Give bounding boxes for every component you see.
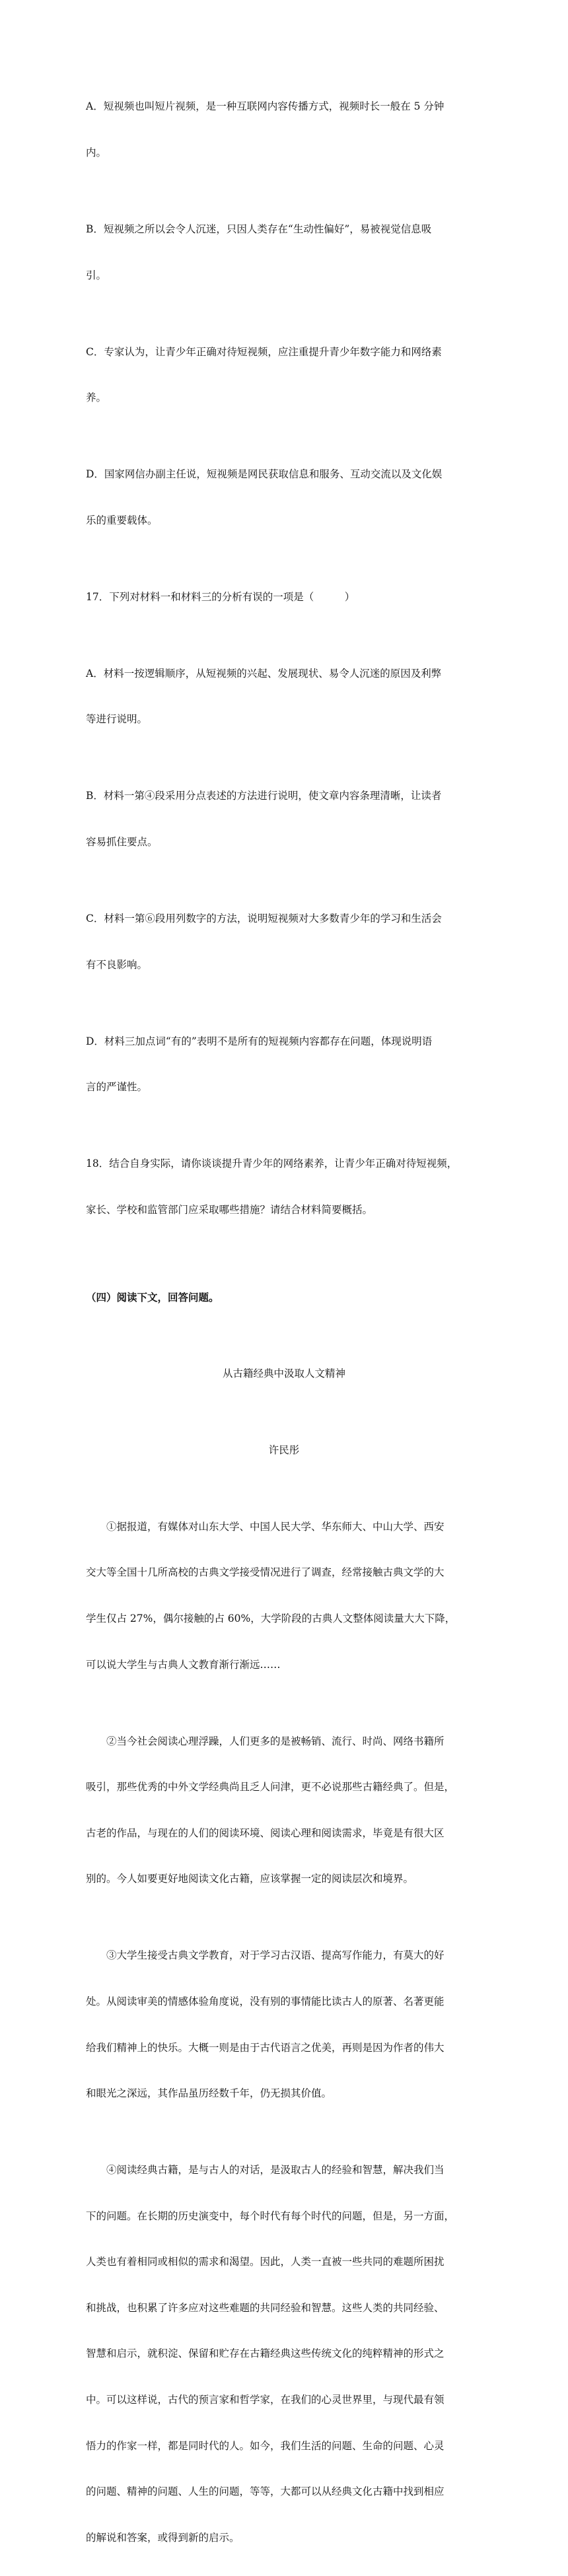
q17-option-a: [86, 635, 482, 758]
q17-option-b-line2: 容易抓住要点。: [86, 835, 158, 848]
q16-option-c: [86, 314, 482, 436]
q16-option-c-line2: 养。: [86, 392, 107, 404]
article-paragraph-3: [86, 1918, 482, 2132]
q16-option-a-line1: A．短视频也叫短片视频，是一种互联网内容传播方式，视频时长一般在 5 分钟: [86, 100, 444, 113]
q17-option-d-line1: D．材料三加点词“有的”表明不是所有的短视频内容都存在问题，体现说明语: [86, 1035, 433, 1047]
q17-option-c-line1: C．材料一第⑥段用列数字的方法，说明短视频对大多数青少年的学习和生活会: [86, 912, 442, 924]
p1-line2: 交大等全国十几所高校的古典文学接受情况进行了调查，经常接触古典文学的大: [86, 1566, 444, 1579]
p2-line2: 吸引，那些优秀的中外文学经典尚且乏人问津，更不必说那些古籍经典了。但是，: [86, 1781, 455, 1793]
p3-line1: ③大学生接受古典文学教育，对于学习古汉语、提高写作能力，有莫大的好: [106, 1949, 444, 1962]
p1-line1: ①据报道，有媒体对山东大学、中国人民大学、华东师大、中山大学、西安: [106, 1520, 444, 1533]
q18-text: [86, 1126, 482, 1249]
q16-option-c-line1: C．专家认为，让青少年正确对待短视频，应注重提升青少年数字能力和网络素: [86, 345, 442, 358]
q17-option-c: [86, 881, 482, 1004]
section-4: [86, 1259, 482, 2576]
section-4-heading-line: （四）阅读下文，回答问题。: [86, 1290, 219, 1304]
q17-option-c-line2: 有不良影响。: [86, 958, 148, 971]
q16-option-a: [86, 69, 482, 191]
question-17: [86, 559, 482, 1125]
p4-line3: 人类也有着相同或相似的需求和渴望。因此，人类一直被一些共同的难题所困扰: [86, 2256, 444, 2268]
q16-option-a-line2: 内。: [86, 147, 107, 158]
q16-option-b: [86, 191, 482, 314]
p4-line4: 和挑战，也积累了许多应对这些难题的共同经验和智慧。这些人类的共同经验、: [86, 2301, 444, 2314]
q17-option-b: [86, 758, 482, 881]
article-author-line: 许民彤: [268, 1444, 300, 1456]
q16-option-b-line1: B．短视频之所以会令人沉迷，只因人类存在“生动性偏好”，易被视觉信息吸: [86, 223, 432, 235]
p1-line4: 可以说大学生与古典人文教育渐行渐远……: [86, 1658, 281, 1671]
q17-option-a-line1: A．材料一按逻辑顺序，从短视频的兴起、发展现状、易令人沉迷的原因及利弊: [86, 667, 442, 679]
q16-option-d-line1: D．国家网信办副主任说，短视频是网民获取信息和服务、互动交流以及文化娱: [86, 468, 443, 481]
p2-line4: 别的。今人如要更好地阅读文化古籍，应该掌握一定的阅读层次和境界。: [86, 1873, 414, 1885]
p4-line9: 的解说和答案，或得到新的启示。: [86, 2531, 240, 2544]
section-4-heading: [86, 1259, 482, 1335]
question-16-options: [86, 69, 482, 559]
q17-option-d-line2: 言的严谨性。: [86, 1081, 148, 1094]
p1-line3: 学生仅占 27%，偶尔接触的占 60%，大学阶段的古典人文整体阅读量大大下降，: [86, 1612, 456, 1624]
p4-line8: 的问题、精神的问题、人生的问题，等等，大都可以从经典文化古籍中找到相应: [86, 2486, 444, 2498]
p2-line3: 古老的作品，与现在的人们的阅读环境、阅读心理和阅读需求，毕竟是有很大区: [86, 1827, 444, 1839]
q17-stem: [86, 559, 482, 635]
section-gap: [86, 1248, 482, 1259]
p2-line1: ②当今社会阅读心理浮躁，人们更多的是被畅销、流行、时尚、网络书籍所: [106, 1735, 444, 1747]
q18-line2: 家长、学校和监管部门应采取哪些措施？请结合材料简要概括。: [86, 1203, 373, 1216]
question-18: [86, 1126, 482, 1249]
article-paragraph-1: [86, 1488, 482, 1703]
p3-line2: 处。从阅读审美的情感体验角度说，没有别的事情能比读古人的原著、名著更能: [86, 1995, 444, 2007]
article-paragraph-2: [86, 1703, 482, 1918]
q18-line1: 18．结合自身实际，请你谈谈提升青少年的网络素养，让青少年正确对待短视频，: [86, 1158, 458, 1170]
p4-line2: 下的问题。在长期的历史演变中，每个时代有每个时代的问题，但是，另一方面，: [86, 2210, 455, 2222]
q17-option-b-line1: B．材料一第④段采用分点表述的方法进行说明，使文章内容条理清晰，让读者: [86, 790, 442, 802]
p3-line3: 给我们精神上的快乐。大概一则是由于古代语言之优美，再则是因为作者的伟大: [86, 2041, 444, 2054]
article-author: [86, 1412, 482, 1488]
q16-option-d: [86, 436, 482, 559]
p4-line7: 悟力的作家一样，都是同时代的人。如今，我们生活的问题、生命的问题、心灵: [86, 2439, 444, 2452]
document-body: [86, 69, 482, 2576]
article-title: [86, 1335, 482, 1412]
p4-line5: 智慧和启示，就积淀、保留和贮存在古籍经典这些传统文化的纯粹精神的形式之: [86, 2348, 444, 2360]
q17-stem-line: 17．下列对材料一和材料三的分析有误的一项是（ ）: [86, 590, 355, 603]
p3-line4: 和眼光之深远，其作品虽历经数千年，仍无损其价值。: [86, 2087, 332, 2100]
p4-line1: ④阅读经典古籍，是与古人的对话，是汲取古人的经验和智慧，解决我们当: [106, 2164, 444, 2176]
q16-option-b-line2: 引。: [86, 269, 107, 281]
p4-line6: 中。可以这样说，古代的预言家和哲学家，在我们的心灵世界里，与现代最有领: [86, 2394, 444, 2406]
q17-option-d: [86, 1003, 482, 1126]
q16-option-d-line2: 乐的重要载体。: [86, 514, 158, 526]
q17-option-a-line2: 等进行说明。: [86, 713, 148, 726]
article-title-line: 从古籍经典中汲取人文精神: [222, 1367, 345, 1379]
article-paragraph-4: [86, 2132, 482, 2576]
